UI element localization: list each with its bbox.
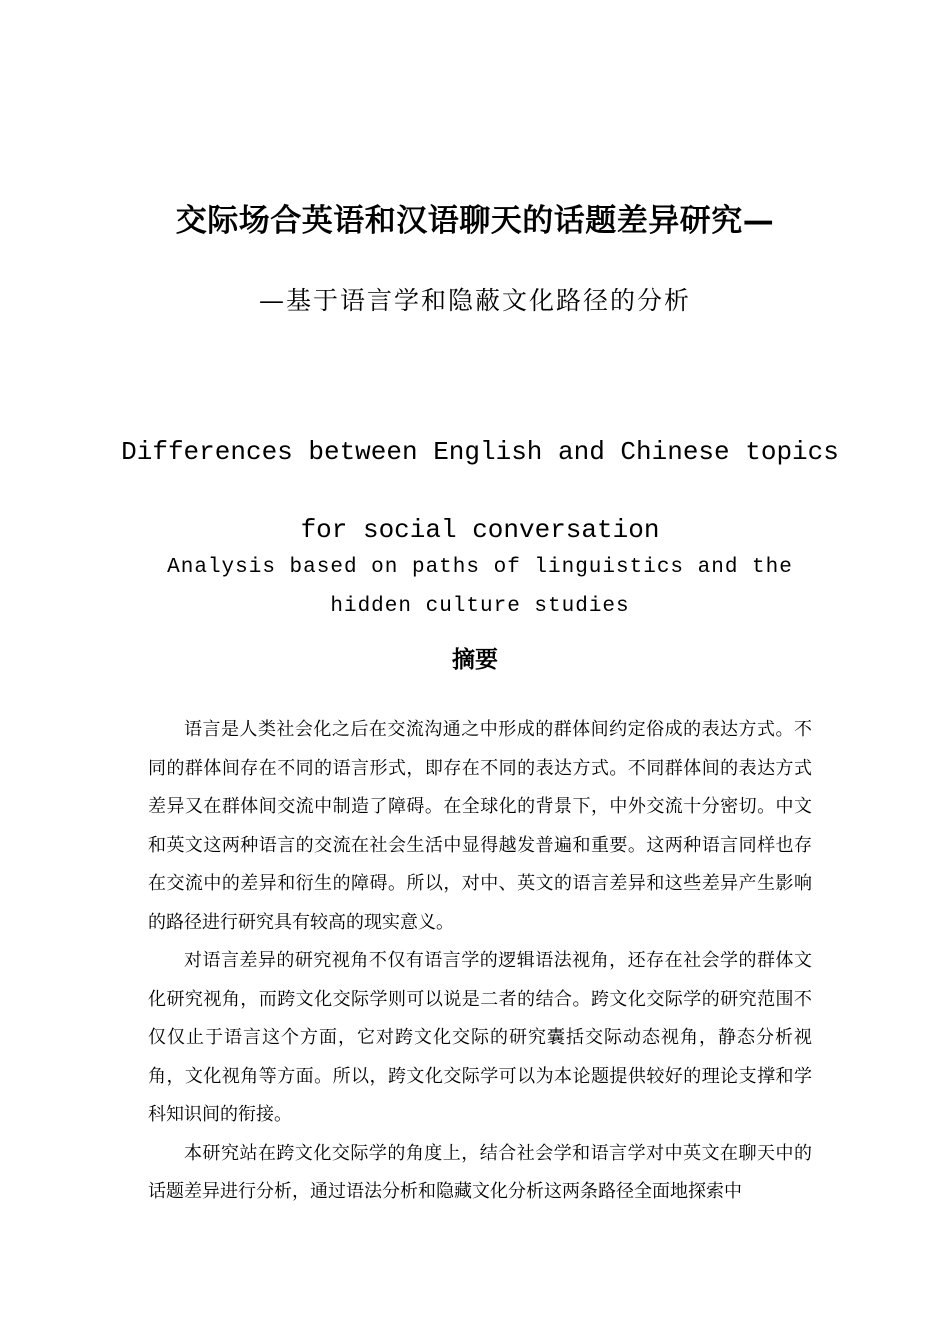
abstract-paragraph: 语言是人类社会化之后在交流沟通之中形成的群体间约定俗成的表达方式。不同的群体间存在不同的语言形式，即存在不同的表达方式。不同群体间的表达方式差异又在群体间交流中制造了障碍。在全球化的背景下，中外交流十分密切。中文和英文这两种语言的交流在社会生活中显得越发普遍和重要。这两种语言同样也存在交流中的差异和衍生的障碍。所以，对中、英文的语言差异和这些差异产生影响的路径进行研究具有较高的现实意义。 — [148, 719, 812, 933]
english-subtitle: Analysis based on paths of linguistics and the hidden culture studies — [167, 556, 793, 618]
abstract-paragraph: 本研究站在跨文化交际学的角度上，结合社会学和语言学对中英文在聊天中的话题差异进行分析，通过语法分析和隐藏文化分析这两条路径全面地探索中 — [148, 1142, 812, 1202]
abstract-body — [148, 711, 812, 1212]
chinese-subtitle: —基于语言学和隐蔽文化路径的分析 — [258, 286, 691, 315]
english-title: Differences between English and Chinese topics for social conversation — [121, 437, 839, 545]
chinese-title: 交际场合英语和汉语聊天的话题差异研究— — [175, 203, 775, 239]
abstract-paragraph: 对语言差异的研究视角不仅有语言学的逻辑语法视角，还存在社会学的群体文化研究视角，而跨文化交际学则可以说是二者的结合。跨文化交际学的研究范围不仅仅止于语言这个方面，它对跨文化交际的研究囊括交际动态视角，静态分析视角，文化视角等方面。所以，跨文化交际学可以为本论题提供较好的理论支撑和学科知识间的衔接。 — [148, 950, 812, 1125]
abstract-heading: 摘要 — [452, 647, 498, 673]
